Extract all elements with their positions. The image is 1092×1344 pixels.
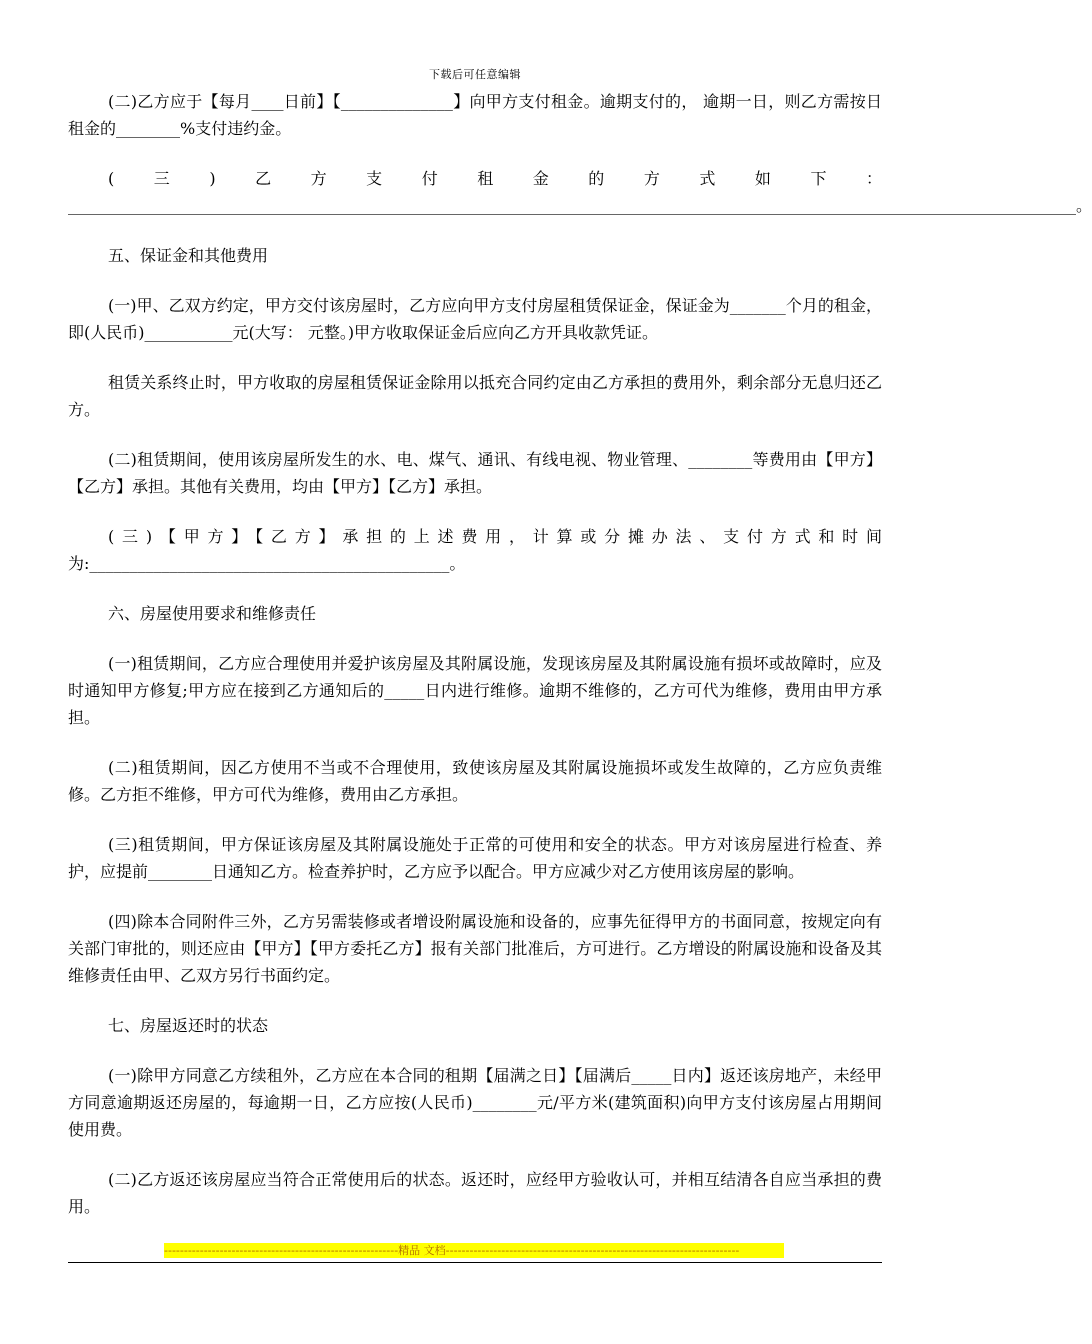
paragraph-landlord-inspection: (三)租赁期间，甲方保证该房屋及其附属设施处于正常的可使用和安全的状态。甲方对该房屋进行检查、养护，应提前________日通知乙方。检查养护时，乙方应予以配合。甲方应减少对乙方使用该房屋的影响。 bbox=[68, 835, 882, 881]
paragraph-rent-payment-date: (二)乙方应于【每月____日前】【______________】向甲方支付租金。逾期支付的， 逾期一日，则乙方需按日租金的________%支付违约金。 bbox=[68, 92, 882, 138]
paragraph-utility-fees: (二)租赁期间，使用该房屋所发生的水、电、煤气、通讯、有线电视、物业管理、________等费用由【甲方】【乙方】承担。其他有关费用，均由【甲方】【乙方】承担。 bbox=[68, 450, 882, 496]
document-body bbox=[68, 88, 1092, 1220]
section-heading-usage-repair: 六、房屋使用要求和维修责任 bbox=[108, 604, 317, 623]
paragraph-return-condition: (二)乙方返还该房屋应当符合正常使用后的状态。返还时，应经甲方验收认可，并相互结清各自应当承担的费用。 bbox=[68, 1170, 882, 1216]
footer-watermark: -----------------------------------------------------------精品 文档-------------------------------------------------------------------------- bbox=[164, 1243, 784, 1258]
paragraph-fee-calculation: (三)【甲方】【乙方】承担的上述费用，计算或分摊办法、支付方式和时间为:_____________________________________________。 bbox=[68, 527, 882, 573]
paragraph-deposit-amount: (一)甲、乙双方约定，甲方交付该房屋时，乙方应向甲方支付房屋租赁保证金，保证金为_______个月的租金，即(人民币)___________元(大写： 元整。)甲方收取保证金后应向乙方开具收款凭证。 bbox=[68, 296, 882, 342]
section-heading-deposit: 五、保证金和其他费用 bbox=[108, 246, 269, 265]
section-heading-return-state: 七、房屋返还时的状态 bbox=[108, 1016, 269, 1035]
paragraph-return-deadline: (一)除甲方同意乙方续租外，乙方应在本合同的租期【届满之日】【届满后_____日内】返还该房地产，未经甲方同意逾期返还房屋的，每逾期一日，乙方应按(人民币)________元/平方米(建筑面积)向甲方支付该房屋占用期间使用费。 bbox=[68, 1066, 882, 1139]
paragraph-tenant-damage: (二)租赁期间，因乙方使用不当或不合理使用，致使该房屋及其附属设施损坏或发生故障的，乙方应负责维修。乙方拒不维修，甲方可代为维修，费用由乙方承担。 bbox=[68, 758, 882, 804]
paragraph-rent-payment-method: (三)乙方支付租金的方式如下：______________________________________________________________________________________________________________________________。 bbox=[68, 169, 1092, 215]
paragraph-deposit-return: 租赁关系终止时，甲方收取的房屋租赁保证金除用以抵充合同约定由乙方承担的费用外，剩余部分无息归还乙方。 bbox=[68, 373, 882, 419]
footer-divider bbox=[68, 1262, 882, 1263]
page-header: 下载后可任意编辑 bbox=[429, 68, 521, 81]
page-footer bbox=[68, 1243, 882, 1263]
paragraph-renovation: (四)除本合同附件三外，乙方另需装修或者增设附属设施和设备的，应事先征得甲方的书面同意，按规定向有关部门审批的，则还应由【甲方】【甲方委托乙方】报有关部门批准后，方可进行。乙方增设的附属设施和设备及其维修责任由甲、乙双方另行书面约定。 bbox=[68, 912, 882, 985]
paragraph-tenant-care: (一)租赁期间，乙方应合理使用并爱护该房屋及其附属设施，发现该房屋及其附属设施有损坏或故障时，应及时通知甲方修复;甲方应在接到乙方通知后的_____日内进行维修。逾期不维修的，乙方可代为维修，费用由甲方承担。 bbox=[68, 654, 882, 727]
